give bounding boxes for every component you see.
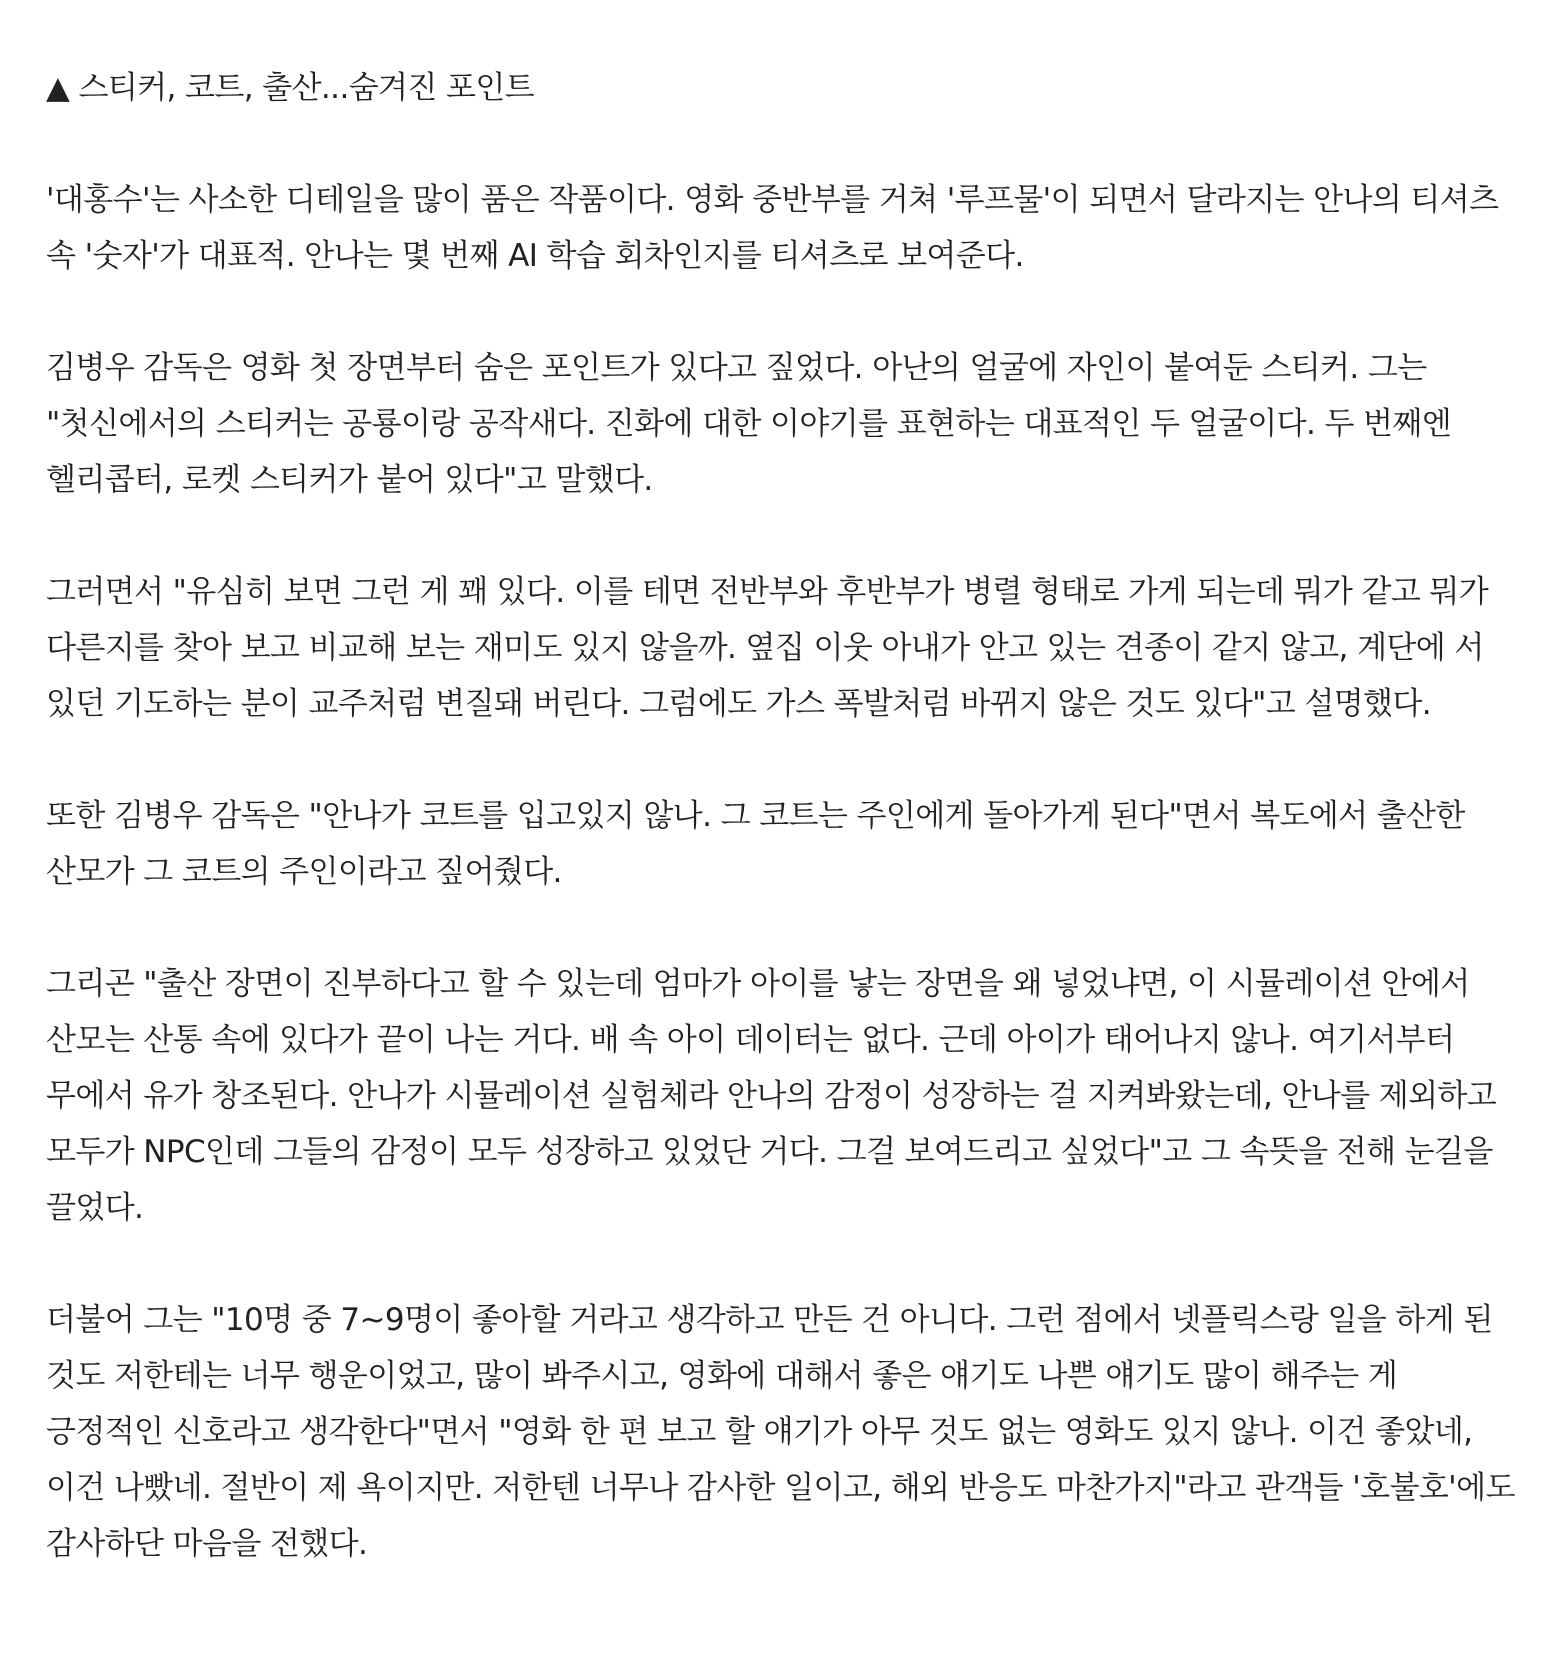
paragraph-tshirt-number: '대홍수'는 사소한 디테일을 많이 품은 작품이다. 영화 중반부를 거쳐 '루프물'이 되면서 달라지는 안나의 티셔츠 속 '숫자'가 대표적. 안나는 몇 번째 AI 학습 회차인지를 티셔츠로 보여준다. [46, 182, 1499, 274]
paragraph-coat: 또한 김병우 감독은 "안나가 코트를 입고있지 않나. 그 코트는 주인에게 돌아가게 된다"면서 복도에서 출산한 산모가 그 코트의 주인이라고 짚어줬다. [46, 798, 1465, 890]
paragraph-sticker: 김병우 감독은 영화 첫 장면부터 숨은 포인트가 있다고 짚었다. 아난의 얼굴에 자인이 붙여둔 스티커. 그는 "첫신에서의 스티커는 공룡이랑 공작새다. 진화에 대한 이야기를 표현하는 대표적인 두 얼굴이다. 두 번째엔 헬리콥터, 로켓 스티커가 붙어 있다"고 말했다. [46, 350, 1452, 498]
paragraph-parallel-details: 그러면서 "유심히 보면 그런 게 꽤 있다. 이를 테면 전반부와 후반부가 병렬 형태로 가게 되는데 뭐가 같고 뭐가 다른지를 찾아 보고 비교해 보는 재미도 있지 않을까. 옆집 이웃 아내가 안고 있는 견종이 같지 않고, 계단에 서 있던 기도하는 분이 교주처럼 변질돼 버린다. 그럼에도 가스 폭발처럼 바뀌지 않은 것도 있다"고 설명했다. [46, 574, 1489, 722]
paragraph-childbirth: 그리곤 "출산 장면이 진부하다고 할 수 있는데 엄마가 아이를 낳는 장면을 왜 넣었냐면, 이 시뮬레이션 안에서 산모는 산통 속에 있다가 끝이 나는 거다. 배 속 아이 데이터는 없다. 근데 아이가 태어나지 않나. 여기서부터 무에서 유가 창조된다. 안나가 시뮬레이션 실험체라 안나의 감정이 성장하는 걸 지켜봐왔는데, 안나를 제외하고 모두가 NPC인데 그들의 감정이 모두 성장하고 있었단 거다. 그걸 보여드리고 싶었다"고 그 속뜻을 전해 눈길을 끌었다. [46, 966, 1497, 1226]
paragraph-reception: 더불어 그는 "10명 중 7~9명이 좋아할 거라고 생각하고 만든 건 아니다. 그런 점에서 넷플릭스랑 일을 하게 된 것도 저한테는 너무 행운이었고, 많이 봐주시고, 영화에 대해서 좋은 얘기도 나쁜 얘기도 많이 해주는 게 긍정적인 신호라고 생각한다"면서 "영화 한 편 보고 할 얘기가 아무 것도 없는 영화도 있지 않나. 이건 좋았네, 이건 나빴네. 절반이 제 욕이지만. 저한텐 너무나 감사한 일이고, 해외 반응도 마찬가지"라고 관객들 '호불호'에도 감사하단 마음을 전했다. [46, 1302, 1515, 1562]
article-body [46, 60, 1516, 1572]
section-subheading: ▲ 스티커, 코트, 출산...숨겨진 포인트 [46, 70, 535, 106]
